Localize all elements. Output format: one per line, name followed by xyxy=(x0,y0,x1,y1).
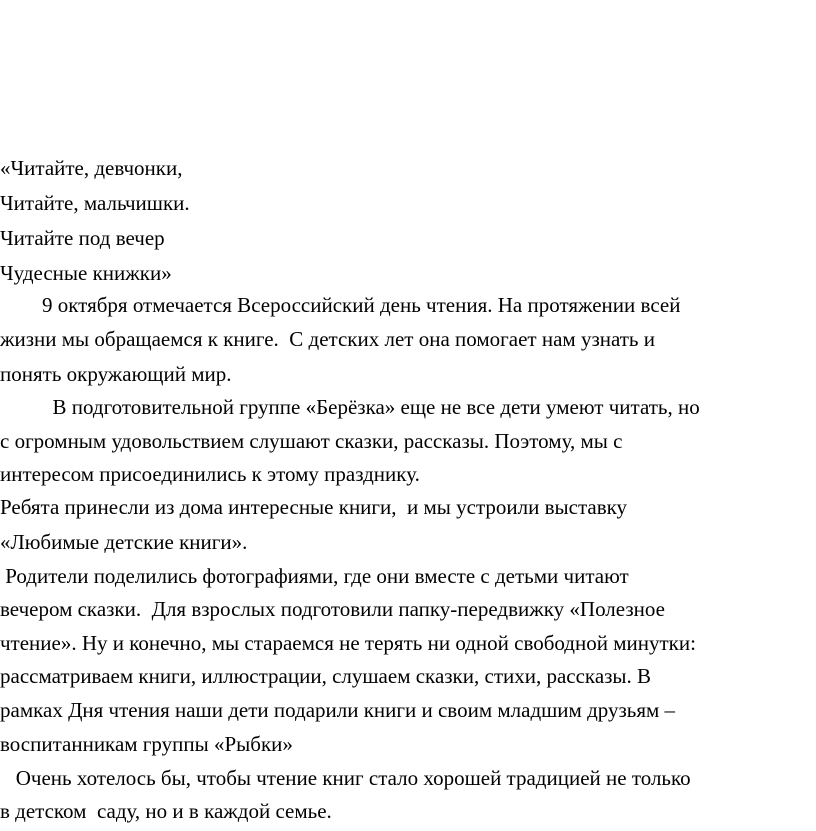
paragraph-line: 9 октября отмечается Всероссийский день чтения. На протяжении всей xyxy=(0,293,681,317)
paragraph-line: В подготовительной группе «Берёзка» еще не все дети умеют читать, но xyxy=(0,395,700,419)
poem-line: Чудесные книжки» xyxy=(0,261,172,285)
paragraph-line: Родители поделились фотографиями, где они вместе с детьми читают xyxy=(0,564,629,588)
paragraph-line: вечером сказки. Для взрослых подготовили папку-передвижку «Полезное xyxy=(0,597,665,621)
paragraph-line: Очень хотелось бы, чтобы чтение книг стало хорошей традицией не только xyxy=(0,766,691,790)
poem-line: Читайте, мальчишки. xyxy=(0,191,190,215)
paragraph-line: воспитанникам группы «Рыбки» xyxy=(0,732,293,756)
paragraph-line: в детском саду, но и в каждой семье. xyxy=(0,799,332,823)
paragraph-line: рассматриваем книги, иллюстрации, слушаем сказки, стихи, рассказы. В xyxy=(0,664,652,688)
paragraph-line: «Любимые детские книги». xyxy=(0,530,248,554)
paragraph-line: интересом присоединились к этому празднику. xyxy=(0,462,420,486)
poem-line: Читайте под вечер xyxy=(0,226,165,250)
paragraph-line: понять окружающий мир. xyxy=(0,362,232,386)
poem-line: «Читайте, девчонки, xyxy=(0,156,183,180)
paragraph-line: рамках Дня чтения наши дети подарили книги и своим младшим друзьям – xyxy=(0,698,676,722)
paragraph-line: чтение». Ну и конечно, мы стараемся не терять ни одной свободной минутки: xyxy=(0,631,696,655)
paragraph-line: Ребята принесли из дома интересные книги, и мы устроили выставку xyxy=(0,495,628,519)
paragraph-line: жизни мы обращаемся к книге. С детских лет она помогает нам узнать и xyxy=(0,327,655,351)
paragraph-line: с огромным удовольствием слушают сказки, рассказы. Поэтому, мы с xyxy=(0,429,623,453)
